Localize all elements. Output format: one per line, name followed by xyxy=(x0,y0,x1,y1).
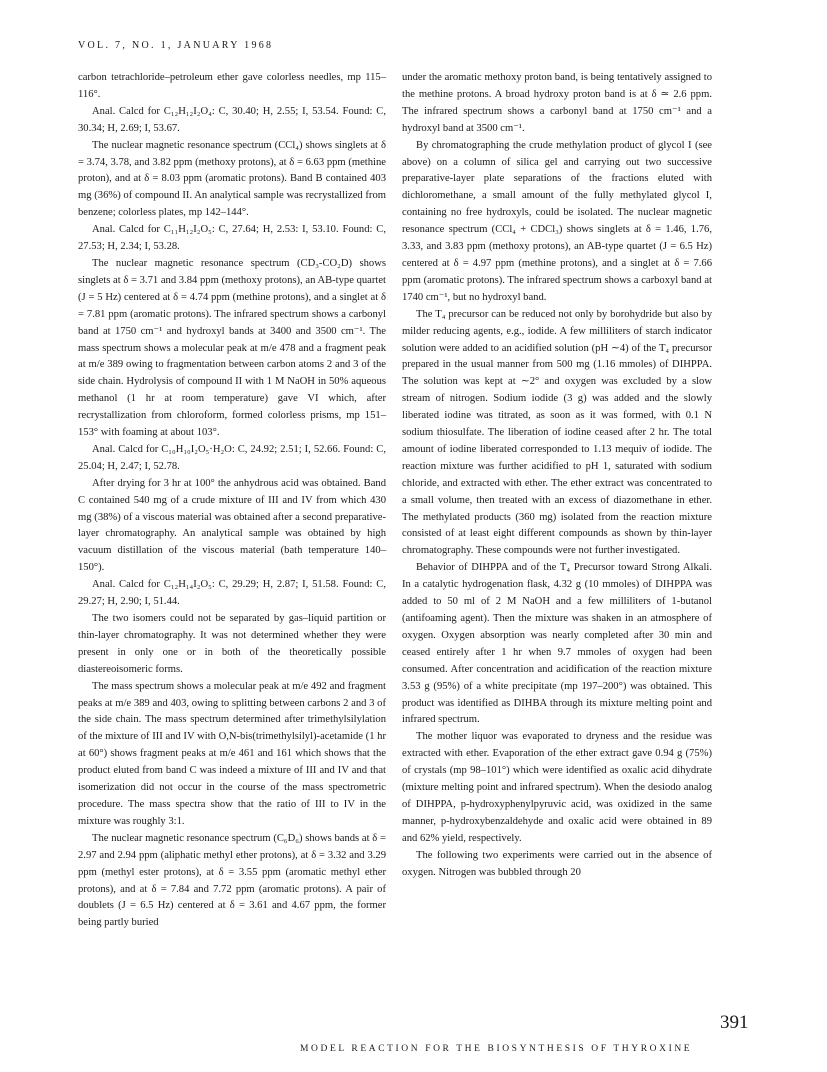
paragraph: By chromatographing the crude methylation product of glycol I (see above) on a column of silica gel and carrying out two successive preparative-layer plate separations of the fractions eluted with dichloromethane, a small amount of the fully methylated glycol I, containing no free hydroxyls, could be isolated. The nuclear magnetic resonance spectrum (CCl₄ + CDCl₃) shows singlets at δ = 1.46, 1.76, 3.33, and 3.83 ppm (methoxy protons), an AB-type quartet (J = 6.5 Hz) centered at δ = 4.97 ppm (methine protons), and a singlet at δ = 7.66 ppm (aromatic protons). The infrared spectrum shows a carboxyl band at 1740 cm⁻¹, but no hydroxyl band. xyxy=(402,139,712,303)
paragraph: under the aromatic methoxy proton band, is being tentatively assigned to the methine protons. A broad hydroxy proton band is at δ ≃ 2.6 ppm. The infrared spectrum shows a carbonyl band at 1750 cm⁻¹ and a hydroxyl band at 3500 cm⁻¹. xyxy=(402,72,712,134)
right-column xyxy=(402,70,712,882)
paragraph: Anal. Calcd for C₁₂H₁₄I₂O₅: C, 29.29; H, 2.87; I, 51.58. Found: C, 29.27; H, 2.90; I, 51.44. xyxy=(78,579,386,608)
paragraph: Anal. Calcd for C₁₀H₁₀I₂O₅·H₂O: C, 24.92; 2.51; I, 52.66. Found: C, 25.04; H, 2.47; I, 52.78. xyxy=(78,443,386,472)
running-footer: MODEL REACTION FOR THE BIOSYNTHESIS OF THYROXINE xyxy=(300,1044,693,1054)
paragraph: carbon tetrachloride–petroleum ether gave colorless needles, mp 115–116°. xyxy=(78,72,386,100)
paragraph: Behavior of DIHPPA and of the T₄ Precursor toward Strong Alkali. In a catalytic hydrogenation flask, 4.32 g (10 mmoles) of DIHPPA was added to 50 ml of 2 M NaOH and a few milliliters of 1-butanol (antifoaming agent). Then the mixture was shaken in an atmosphere of oxygen. Oxygen absorption was nearly completed after 30 min and ceased entirely after 1 hr when 9.7 mmoles of oxygen had been consumed. After concentration and acidification of the reaction mixture 3.53 g (95%) of a white precipitate (mp 197–200°) was obtained. This product was identified as DIHBA through its mixture melting point and infrared spectrum. xyxy=(402,562,712,726)
paragraph: The mother liquor was evaporated to dryness and the residue was extracted with ether. Evaporation of the ether extract gave 0.94 g (75%) of crystals (mp 98–101°) which were identified as oxalic acid dihydrate (mixture melting point and infrared spectrum). When the desiodo analog of DIHPPA, p-hydroxyphenylpyruvic acid, was oxidized in the same manner, p-hydroxybenzaldehyde and oxalic acid were obtained in 89 and 62% yield, respectively. xyxy=(402,731,712,844)
paragraph: After drying for 3 hr at 100° the anhydrous acid was obtained. Band C contained 540 mg of a crude mixture of III and IV from which 430 mg (38%) of a viscous material was obtained after a second preparative-layer chromatography. An analytical sample was obtained by high vacuum distillation of the viscous material (bath temperature 140–150°). xyxy=(78,477,386,574)
paragraph: The two isomers could not be separated by gas–liquid partition or thin-layer chromatography. It was not determined whether they were present in only one or in both of the theoretically possible diastereoisomeric forms. xyxy=(78,613,386,675)
paragraph: The nuclear magnetic resonance spectrum (CD₃-CO₂D) shows singlets at δ = 3.71 and 3.84 ppm (methoxy protons), an AB-type quartet (J = 5 Hz) centered at δ = 4.74 ppm (methine protons), and a singlet at δ = 7.81 ppm (aromatic protons). The infrared spectrum shows a carbonyl band at 1750 cm⁻¹ and hydroxyl bands at 3400 and 3500 cm⁻¹. The mass spectrum shows a molecular peak at m/e 478 and a fragment peak at m/e 389 owing to fragmentation between carbon atoms 2 and 3 of the side chain. Hydrolysis of compound II with 1 M NaOH in 50% aqueous methanol (1 hr at room temperature) gave VI which, after recrystallization from chloroform, formed colorless prisms, mp 151–153° with foaming at about 103°. xyxy=(78,257,386,439)
paragraph: The mass spectrum shows a molecular peak at m/e 492 and fragment peaks at m/e 389 and 403, owing to splitting between carbons 2 and 3 of the side chain. The mass spectrum determined after trimethylsilylation of the mixture of III and IV with O,N-bis(trimethylsilyl)-acetamide (1 hr at 60°) shows fragment peaks at m/e 461 and 161 which shows that the product eluted from band C was indeed a mixture of III and IV and that isomerization did not occur in the course of the mass spectrometric procedure. The mass spectra show that the ratio of III to IV in the mixture was roughly 3:1. xyxy=(78,680,386,827)
paragraph: The nuclear magnetic resonance spectrum (CCl₄) shows singlets at δ = 3.74, 3.78, and 3.82 ppm (methoxy protons), at δ = 6.63 ppm (methine proton), and at δ = 8.03 ppm (aromatic protons). Band B contained 403 mg (36%) of compound II. An analytical sample was recrystallized from benzene; colorless plates, mp 142–144°. xyxy=(78,139,386,219)
page-number: 391 xyxy=(720,1012,749,1033)
paragraph: The T₄ precursor can be reduced not only by borohydride but also by milder reducing agents, e.g., iodide. A few milliliters of starch indicator solution were added to an acidified solution (pH ∼4) of the T₄ precursor prepared in the usual manner from 500 mg (1.16 mmoles) of DIHPPA. The solution was kept at ∼2° and oxygen was excluded by a slow stream of nitrogen. Sodium iodide (3 g) was added and the slowly liberated iodine was titrated, as soon as it was formed, with 0.1 N sodium thiosulfate. The liberation of iodine ceased after 2 hr. The total amount of iodine liberated corresponded to 1.13 mequiv of iodide. The reaction mixture was further acidified to pH 1, saturated with sodium chloride, and extracted with ether. The ether extract was concentrated to a small volume, then treated with an excess of diazomethane in ether. The methylated products (360 mg) isolated from the reaction mixture consisted of at least eight different compounds as shown by thin-layer chromatography. These compounds were not further investigated. xyxy=(402,308,712,557)
paragraph: The nuclear magnetic resonance spectrum (C₆D₆) shows bands at δ = 2.97 and 2.94 ppm (aliphatic methyl ether protons), at δ = 3.32 and 3.29 ppm (methyl ester protons), at δ = 3.55 ppm (aromatic methyl ether protons), and at δ = 7.84 and 7.72 ppm (aromatic protons). A pair of doublets (J = 6.5 Hz) centered at δ = 3.61 and 4.67 ppm, the former being partly buried xyxy=(78,832,386,929)
paragraph: Anal. Calcd for C₁₂H₁₂I₂O₄: C, 30.40; H, 2.55; I, 53.54. Found: C, 30.34; H, 2.69; I, 53.67. xyxy=(78,105,386,134)
left-column xyxy=(78,70,386,932)
paragraph: The following two experiments were carried out in the absence of oxygen. Nitrogen was bubbled through 20 xyxy=(402,849,712,878)
running-header: VOL. 7, NO. 1, JANUARY 1968 xyxy=(78,40,274,51)
paragraph: Anal. Calcd for C₁₁H₁₂I₂O₅: C, 27.64; H, 2.53: I, 53.10. Found: C, 27.53; H, 2.34; I, 53.28. xyxy=(78,224,386,253)
